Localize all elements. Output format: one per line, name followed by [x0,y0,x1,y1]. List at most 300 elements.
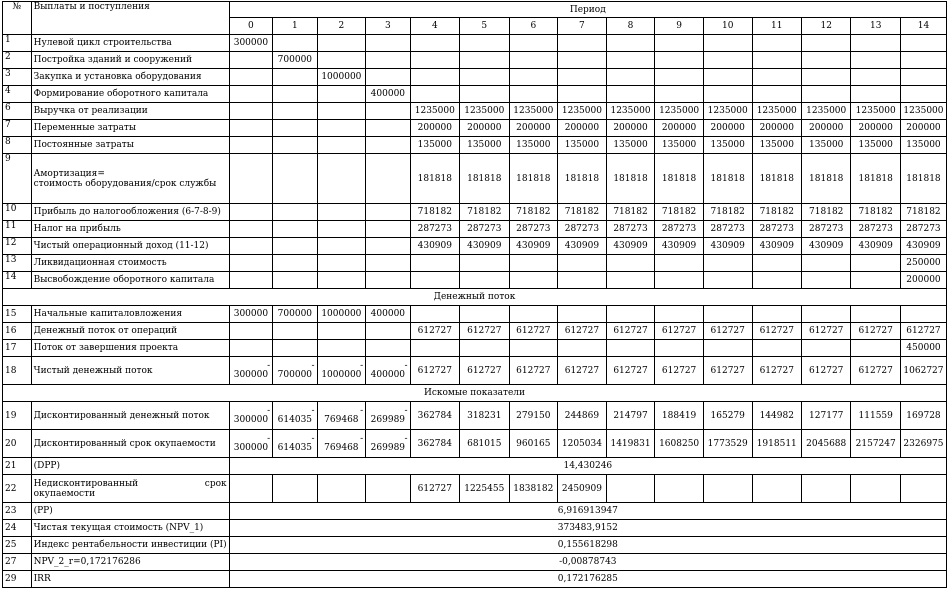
cashflow-table [2,1,947,588]
value-cell [606,255,655,272]
row-label: Налог на прибыль [31,221,229,238]
value-cell [703,86,752,103]
value-cell [606,340,655,357]
row-label-part1: Недисконтированный [33,478,139,489]
table-row [3,86,947,103]
value-cell: 181818 [558,154,607,204]
value-cell: 362784 [410,430,459,458]
value-cell: 612727 [509,357,558,385]
value-cell [273,272,317,289]
value-cell: 1000000 [317,69,366,86]
value-cell [606,52,655,69]
period-11: 11 [752,18,801,35]
row-number: 18 [3,357,32,385]
value-cell: 144982 [752,402,801,430]
value-cell: 1000000 [317,306,366,323]
row-number: 23 [3,503,32,520]
value-text: 269989 [370,414,406,425]
row-label: Чистая текущая стоимость (NPV_1) [31,520,229,537]
row-number: 19 [3,402,32,430]
value-cell [460,340,509,357]
row-number: 9 [3,154,32,204]
value-cell [366,120,410,137]
value-cell: 612727 [606,357,655,385]
value-cell: 1235000 [851,103,900,120]
value-cell: 718182 [509,204,558,221]
row-number: 17 [3,340,32,357]
row-number: 16 [3,323,32,340]
value-cell: 430909 [558,238,607,255]
value-cell [703,340,752,357]
summary-value: 6,916913947 [229,503,946,520]
value-text: 614035 [277,414,313,425]
value-cell [366,402,410,430]
value-cell: 430909 [703,238,752,255]
table-row [3,323,947,340]
row-label: Формирование оборотного капитала [31,86,229,103]
table-row [3,402,947,430]
value-cell [366,154,410,204]
value-cell [703,306,752,323]
value-cell: 430909 [410,238,459,255]
period-14: 14 [900,18,946,35]
value-cell [273,323,317,340]
value-cell: 430909 [801,238,850,255]
value-cell: 181818 [851,154,900,204]
value-cell [317,272,366,289]
value-cell [655,255,704,272]
value-cell: 200000 [851,120,900,137]
value-cell [851,35,900,52]
period-9: 9 [655,18,704,35]
value-cell: 200000 [410,120,459,137]
value-cell [703,69,752,86]
row-number: 6 [3,103,32,120]
value-cell: 718182 [703,204,752,221]
value-cell: 612727 [801,323,850,340]
minus-sign: - [360,360,364,371]
value-cell [410,272,459,289]
value-cell: 2450909 [558,475,607,503]
value-cell [317,86,366,103]
value-cell [606,86,655,103]
value-cell [317,255,366,272]
value-cell: 1773529 [703,430,752,458]
value-cell [851,306,900,323]
value-cell [229,204,273,221]
minus-sign: - [404,433,408,444]
value-cell [273,255,317,272]
value-cell: 400000 [366,306,410,323]
value-cell [558,52,607,69]
value-cell [317,221,366,238]
period-13: 13 [851,18,900,35]
minus-sign: - [267,360,271,371]
row-number: 15 [3,306,32,323]
value-cell: 430909 [752,238,801,255]
table-row [3,35,947,52]
value-cell [655,69,704,86]
row-label: Дисконтированный денежный поток [31,402,229,430]
value-cell: 1235000 [801,103,850,120]
value-cell [655,306,704,323]
value-cell [229,154,273,204]
value-cell [558,69,607,86]
value-cell: 244869 [558,402,607,430]
value-cell: 612727 [900,323,946,340]
value-cell [801,35,850,52]
value-cell: 135000 [655,137,704,154]
value-cell [273,137,317,154]
value-cell [509,52,558,69]
value-cell: 612727 [460,323,509,340]
value-cell: 200000 [460,120,509,137]
value-cell [317,154,366,204]
value-cell: 181818 [703,154,752,204]
row-label-line2: окупаемости [33,488,96,499]
value-cell: 287273 [606,221,655,238]
value-cell [229,137,273,154]
row-label: NPV_2_r=0,172176286 [31,554,229,571]
value-cell: 200000 [752,120,801,137]
value-cell [229,475,273,503]
value-cell [410,340,459,357]
value-cell [558,255,607,272]
value-cell: 1608250 [655,430,704,458]
value-cell [655,52,704,69]
value-cell: 430909 [606,238,655,255]
summary-value: 0,172176285 [229,571,946,588]
value-cell [900,52,946,69]
value-cell [606,69,655,86]
table-row [3,340,947,357]
value-cell [509,340,558,357]
value-cell [558,272,607,289]
value-cell [703,35,752,52]
value-cell [509,35,558,52]
value-cell [410,306,459,323]
value-cell [801,306,850,323]
value-cell [366,430,410,458]
value-cell: 200000 [900,120,946,137]
table-row [3,69,947,86]
table-row [3,154,947,204]
value-cell [317,402,366,430]
value-cell [410,255,459,272]
value-cell [801,69,850,86]
value-cell [317,120,366,137]
value-cell: 612727 [509,323,558,340]
value-cell [752,35,801,52]
value-cell [273,86,317,103]
value-cell: 700000 [273,52,317,69]
value-text: 400000 [370,369,406,380]
value-cell: 1235000 [703,103,752,120]
row-label: IRR [31,571,229,588]
row-number: 4 [3,86,32,103]
value-cell: 612727 [752,323,801,340]
period-6: 6 [509,18,558,35]
value-cell: 612727 [655,323,704,340]
value-cell [509,86,558,103]
value-cell: 362784 [410,402,459,430]
value-cell [273,238,317,255]
row-number: 10 [3,204,32,221]
value-cell: 135000 [851,137,900,154]
value-cell: 1235000 [655,103,704,120]
table-row [3,204,947,221]
value-cell: 181818 [410,154,459,204]
value-cell [366,238,410,255]
period-5: 5 [460,18,509,35]
table-row [3,503,947,520]
value-cell: 318231 [460,402,509,430]
value-text: 614035 [277,442,313,453]
value-cell [655,35,704,52]
header-row [3,2,947,18]
section-title-indicators: Искомые показатели [3,385,947,402]
value-cell [752,272,801,289]
value-cell [273,340,317,357]
value-cell [558,340,607,357]
value-cell [317,204,366,221]
value-cell: 1918511 [752,430,801,458]
payments-header: Выплаты и поступления [31,2,229,35]
value-text: 769468 [324,442,359,453]
value-cell [851,69,900,86]
value-cell [366,137,410,154]
dpp-value: 14,430246 [229,458,946,475]
value-cell: 1235000 [752,103,801,120]
table-row [3,137,947,154]
value-cell [366,35,410,52]
value-cell: 718182 [655,204,704,221]
value-cell [273,69,317,86]
value-cell: 181818 [801,154,850,204]
value-text: 300000 [233,369,269,380]
value-cell: 135000 [509,137,558,154]
value-cell: 279150 [509,402,558,430]
value-cell [801,86,850,103]
value-cell: 718182 [606,204,655,221]
value-cell: 214797 [606,402,655,430]
value-cell [851,86,900,103]
value-cell: 127177 [801,402,850,430]
value-cell [900,306,946,323]
value-cell [606,306,655,323]
value-cell [273,475,317,503]
value-cell [273,35,317,52]
row-label [31,154,229,204]
value-cell: 200000 [801,120,850,137]
row-label: Денежный поток от операций [31,323,229,340]
row-number: 27 [3,554,32,571]
value-cell [410,52,459,69]
row-label: Постоянные затраты [31,137,229,154]
value-cell: 200000 [509,120,558,137]
row-label: Индекс рентабельности инвестиции (PI) [31,537,229,554]
value-cell [752,475,801,503]
value-cell [317,137,366,154]
value-cell: 165279 [703,402,752,430]
table-row [3,306,947,323]
value-cell: 287273 [703,221,752,238]
section-row [3,289,947,306]
value-cell [900,69,946,86]
table-row [3,357,947,385]
row-label: Нулевой цикл строительства [31,35,229,52]
summary-value: -0,00878743 [229,554,946,571]
period-7: 7 [558,18,607,35]
value-cell [509,69,558,86]
value-text: 700000 [277,369,313,380]
table-row [3,255,947,272]
value-cell [558,35,607,52]
value-cell [366,103,410,120]
value-cell: 612727 [558,357,607,385]
row-number: 14 [3,272,32,289]
value-cell: 287273 [851,221,900,238]
value-cell [752,340,801,357]
row-label: (PP) [31,503,229,520]
value-cell: 135000 [606,137,655,154]
value-cell [460,306,509,323]
value-cell [703,272,752,289]
value-cell [703,255,752,272]
table-row [3,537,947,554]
value-cell: 430909 [900,238,946,255]
value-cell [366,221,410,238]
row-number: 12 [3,238,32,255]
value-cell: 718182 [900,204,946,221]
table-row [3,475,947,503]
value-cell: 287273 [655,221,704,238]
value-cell [366,204,410,221]
value-cell [273,154,317,204]
value-cell: 287273 [460,221,509,238]
value-cell [366,340,410,357]
value-cell [317,340,366,357]
value-cell [317,35,366,52]
value-cell: 681015 [460,430,509,458]
value-cell [460,35,509,52]
value-cell: 181818 [606,154,655,204]
row-label: Чистый денежный поток [31,357,229,385]
value-cell [460,52,509,69]
value-cell: 718182 [410,204,459,221]
value-cell [229,255,273,272]
value-cell: 1225455 [460,475,509,503]
value-cell [460,69,509,86]
value-cell [273,357,317,385]
row-label: Высвобождение оборотного капитала [31,272,229,289]
value-cell [606,272,655,289]
value-cell [851,255,900,272]
value-cell [229,272,273,289]
row-label: (DPP) [31,458,229,475]
value-cell [229,340,273,357]
table-row [3,103,947,120]
value-cell [410,86,459,103]
table-row [3,272,947,289]
value-cell [558,86,607,103]
value-cell: 287273 [509,221,558,238]
value-cell [752,86,801,103]
value-cell [509,272,558,289]
row-number: 11 [3,221,32,238]
value-cell: 1235000 [509,103,558,120]
period-12: 12 [801,18,850,35]
value-cell [366,323,410,340]
value-cell [655,86,704,103]
value-cell: 135000 [900,137,946,154]
value-cell [460,86,509,103]
value-cell: 188419 [655,402,704,430]
value-cell: 612727 [801,357,850,385]
value-cell: 612727 [410,475,459,503]
value-cell: 612727 [558,323,607,340]
row-label [31,475,229,503]
no-header: № [3,2,32,35]
value-cell [366,255,410,272]
value-cell: 612727 [752,357,801,385]
value-cell: 450000 [900,340,946,357]
value-cell [801,340,850,357]
value-cell [229,103,273,120]
value-cell: 430909 [460,238,509,255]
value-cell [752,306,801,323]
value-cell [229,238,273,255]
row-number: 7 [3,120,32,137]
value-cell: 612727 [703,357,752,385]
table-row [3,554,947,571]
value-cell [229,357,273,385]
value-cell [229,120,273,137]
value-cell: 960165 [509,430,558,458]
row-number: 1 [3,35,32,52]
value-cell: 300000 [229,306,273,323]
value-cell: 1235000 [410,103,459,120]
value-cell [851,475,900,503]
row-label: Ликвидационная стоимость [31,255,229,272]
row-number: 8 [3,137,32,154]
value-cell [410,35,459,52]
value-cell: 200000 [900,272,946,289]
value-cell [229,323,273,340]
value-cell: 287273 [801,221,850,238]
row-number: 29 [3,571,32,588]
value-cell [900,475,946,503]
value-cell: 287273 [752,221,801,238]
table-row [3,221,947,238]
minus-sign: - [311,405,315,416]
value-cell: 612727 [703,323,752,340]
row-number: 21 [3,458,32,475]
period-10: 10 [703,18,752,35]
table-row [3,52,947,69]
minus-sign: - [360,405,364,416]
value-cell: 1419831 [606,430,655,458]
summary-value: 0,155618298 [229,537,946,554]
value-cell [273,221,317,238]
value-cell: 612727 [655,357,704,385]
value-cell: 287273 [900,221,946,238]
value-cell [273,402,317,430]
value-cell [655,475,704,503]
value-cell [366,357,410,385]
value-cell: 718182 [752,204,801,221]
value-cell: 612727 [410,323,459,340]
